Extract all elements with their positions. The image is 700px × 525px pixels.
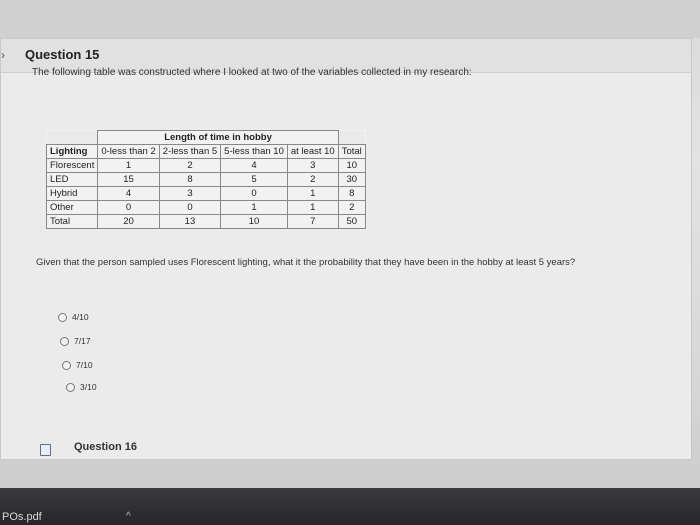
table-cell: 2 [287,173,338,187]
arrow-right-icon[interactable]: › [1,48,5,62]
question-text: Given that the person sampled uses Florescent lighting, what it the probability that they have been in the hobby at least 5 years? [36,257,576,268]
table-cell: 1 [287,201,338,215]
table-cell: 2 [159,159,220,173]
radio-button[interactable] [58,313,67,322]
table-row-label: Florescent [47,159,98,173]
table-cell: 0 [221,187,288,201]
table-cell: 10 [221,215,288,229]
table-cell: 10 [338,159,365,173]
table-cell: 8 [159,173,220,187]
question-15-title: Question 15 [25,47,100,62]
table-column-header: 0-less than 2 [98,145,159,159]
table-column-header: Total [338,145,365,159]
answer-option-label: 7/10 [76,360,93,370]
table-cell: 3 [159,187,220,201]
table-cell: 2 [338,201,365,215]
answer-option-label: 4/10 [72,312,89,322]
table-cell: 1 [98,159,159,173]
table-row-label: Hybrid [47,187,98,201]
table-cell: 1 [287,187,338,201]
answer-option-label: 3/10 [80,382,97,392]
table-header-row [47,145,366,159]
table-row [47,173,366,187]
radio-button[interactable] [62,361,71,370]
table-row-total [47,215,366,229]
table-row [47,159,366,173]
table-group-header-row [47,131,366,145]
answer-option[interactable] [60,336,91,346]
answer-option[interactable] [66,382,97,392]
caret-up-icon[interactable]: ^ [126,511,131,522]
radio-button[interactable] [60,337,69,346]
table-cell: 4 [221,159,288,173]
table-cell: 13 [159,215,220,229]
data-table [46,130,366,229]
table-cell: 50 [338,215,365,229]
table-corner-empty [47,131,98,145]
table-cell: 5 [221,173,288,187]
top-band [0,0,700,38]
table-cell: 4 [98,187,159,201]
table-column-header: at least 10 [287,145,338,159]
table-corner-empty [338,131,365,145]
radio-button[interactable] [66,383,75,392]
table-row-label: Other [47,201,98,215]
answer-option[interactable] [62,360,93,370]
table-column-header: 5-less than 10 [221,145,288,159]
table-cell: 8 [338,187,365,201]
table-cell: 0 [159,201,220,215]
question-16-title: Question 16 [74,441,137,453]
table-row-header: Lighting [47,145,98,159]
table-row [47,187,366,201]
table-cell: 20 [98,215,159,229]
table-cell: 15 [98,173,159,187]
download-bar [0,488,700,525]
table-cell: 0 [98,201,159,215]
table-cell: 1 [221,201,288,215]
table-cell: 7 [287,215,338,229]
table-column-header: 2-less than 5 [159,145,220,159]
download-file-name[interactable]: POs.pdf [2,511,42,523]
question-prompt: The following table was constructed where I looked at two of the variables collected in my research: [32,67,472,78]
table-row-label: LED [47,173,98,187]
table-cell: 3 [287,159,338,173]
answer-option[interactable] [58,312,89,322]
table-cell: 30 [338,173,365,187]
table-row-label: Total [47,215,98,229]
table-group-header: Length of time in hobby [98,131,338,145]
flag-icon[interactable] [40,444,51,456]
answer-option-label: 7/17 [74,336,91,346]
table-row [47,201,366,215]
question-15-card [0,38,692,460]
